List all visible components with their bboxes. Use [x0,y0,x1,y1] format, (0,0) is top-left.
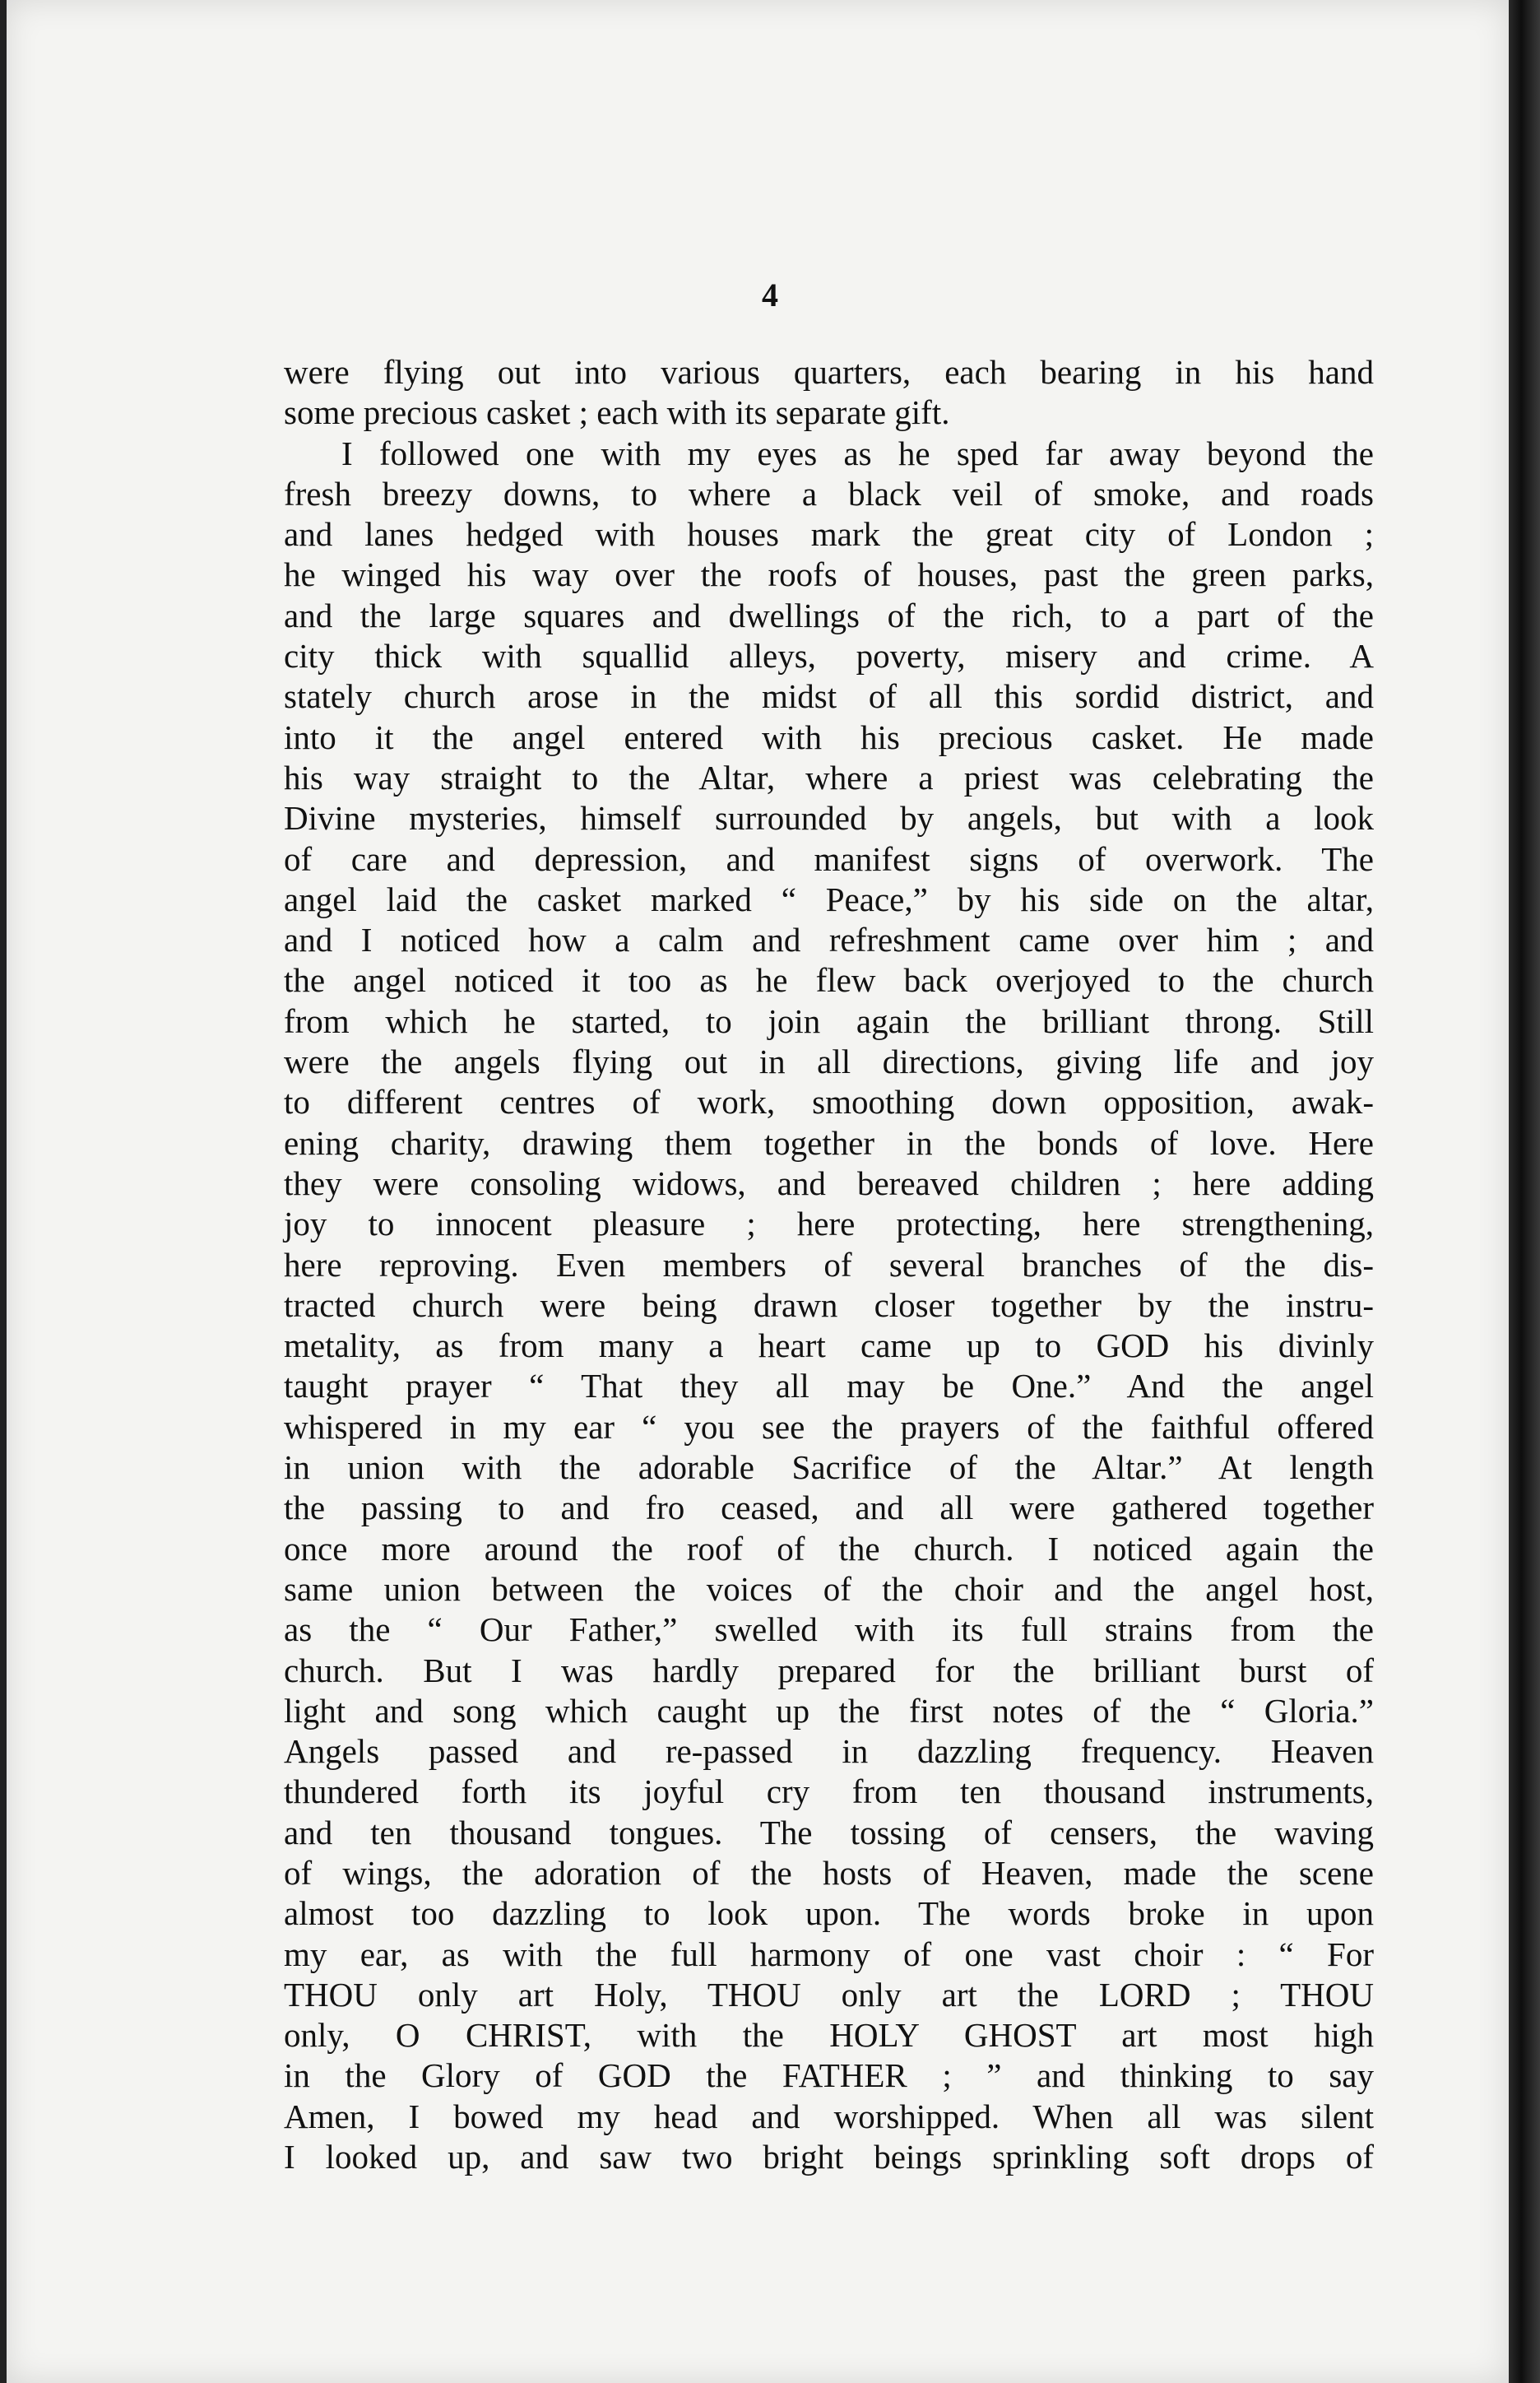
text-line: angel laid the casket marked “ Peace,” by his side on the altar, [284,880,1374,918]
text-line: into it the angel entered with his precious casket. He made [284,718,1374,756]
text-line: metality, as from many a heart came up to GOD his divinly [284,1326,1374,1365]
text-line: were flying out into various quarters, each bearing in his hand [284,353,1374,391]
text-line: the passing to and fro ceased, and all were gathered together [284,1489,1374,1527]
text-line: tracted church were being drawn closer together by the instru- [284,1285,1374,1324]
text-line: I followed one with my eyes as he sped far away beyond the [341,434,1374,472]
text-line: in the Glory of GOD the FATHER ; ” and thinking to say [284,2056,1374,2095]
body-text [284,352,1374,2177]
text-line: only, O CHRIST, with the HOLY GHOST art most high [284,2016,1374,2055]
page-number: 4 [762,276,778,314]
text-line: city thick with squallid alleys, poverty, misery and crime. A [284,637,1374,676]
text-line: he winged his way over the roofs of houses, past the green parks, [284,555,1374,594]
text-line: and lanes hedged with houses mark the great city of London ; [284,515,1374,554]
text-line: from which he started, to join again the brilliant throng. Still [284,1001,1374,1040]
text-line: fresh breezy downs, to where a black veil of smoke, and roads [284,474,1374,513]
text-line: joy to innocent pleasure ; here protecting, here strengthening, [284,1205,1374,1243]
text-line: THOU only art Holy, THOU only art the LORD ; THOU [284,1975,1374,2014]
text-line: I looked up, and saw two bright beings sprinkling soft drops of [284,2138,1374,2176]
text-line: once more around the roof of the church. I noticed again the [284,1529,1374,1568]
text-line: in union with the adorable Sacrifice of the Altar.” At length [284,1448,1374,1487]
text-line: light and song which caught up the first notes of the “ Gloria.” [284,1691,1374,1730]
text-line: as the “ Our Father,” swelled with its full strains from the [284,1610,1374,1649]
text-line: same union between the voices of the choir and the angel host, [284,1569,1374,1608]
text-line: they were consoling widows, and bereaved children ; here adding [284,1164,1374,1202]
text-line: stately church arose in the midst of all this sordid district, and [284,677,1374,716]
text-line: the angel noticed it too as he flew back overjoyed to the church [284,961,1374,1000]
text-line: and the large squares and dwellings of the rich, to a part of the [284,596,1374,634]
text-line: Angels passed and re-passed in dazzling frequency. Heaven [284,1732,1374,1771]
text-line: of wings, the adoration of the hosts of Heaven, made the scene [284,1853,1374,1892]
text-line: ening charity, drawing them together in the bonds of love. Here [284,1123,1374,1162]
text-line: and I noticed how a calm and refreshment came over him ; and [284,921,1374,959]
text-line: to different centres of work, smoothing down opposition, awak- [284,1083,1374,1122]
text-line: his way straight to the Altar, where a priest was celebrating the [284,758,1374,797]
text-line: and ten thousand tongues. The tossing of censers, the waving [284,1813,1374,1851]
text-line: of care and depression, and manifest signs of overwork. The [284,839,1374,878]
text-line: some precious casket ; each with its separate gift. [284,393,950,432]
text-line: taught prayer “ That they all may be One.” And the angel [284,1367,1374,1405]
text-line: whispered in my ear “ you see the prayers of the faithful offered [284,1407,1374,1446]
text-line: thundered forth its joyful cry from ten thousand instruments, [284,1772,1374,1811]
text-line: my ear, as with the full harmony of one vast choir : “ For [284,1935,1374,1973]
text-line: almost too dazzling to look upon. The words broke in upon [284,1894,1374,1933]
text-line: were the angels flying out in all directions, giving life and joy [284,1043,1374,1081]
page-stack-edge [1509,0,1540,2383]
text-line: church. But I was hardly prepared for the brilliant burst of [284,1651,1374,1689]
text-line: Divine mysteries, himself surrounded by angels, but with a look [284,799,1374,838]
text-line: Amen, I bowed my head and worshipped. When all was silent [284,2097,1374,2135]
text-line: here reproving. Even members of several branches of the dis- [284,1245,1374,1284]
